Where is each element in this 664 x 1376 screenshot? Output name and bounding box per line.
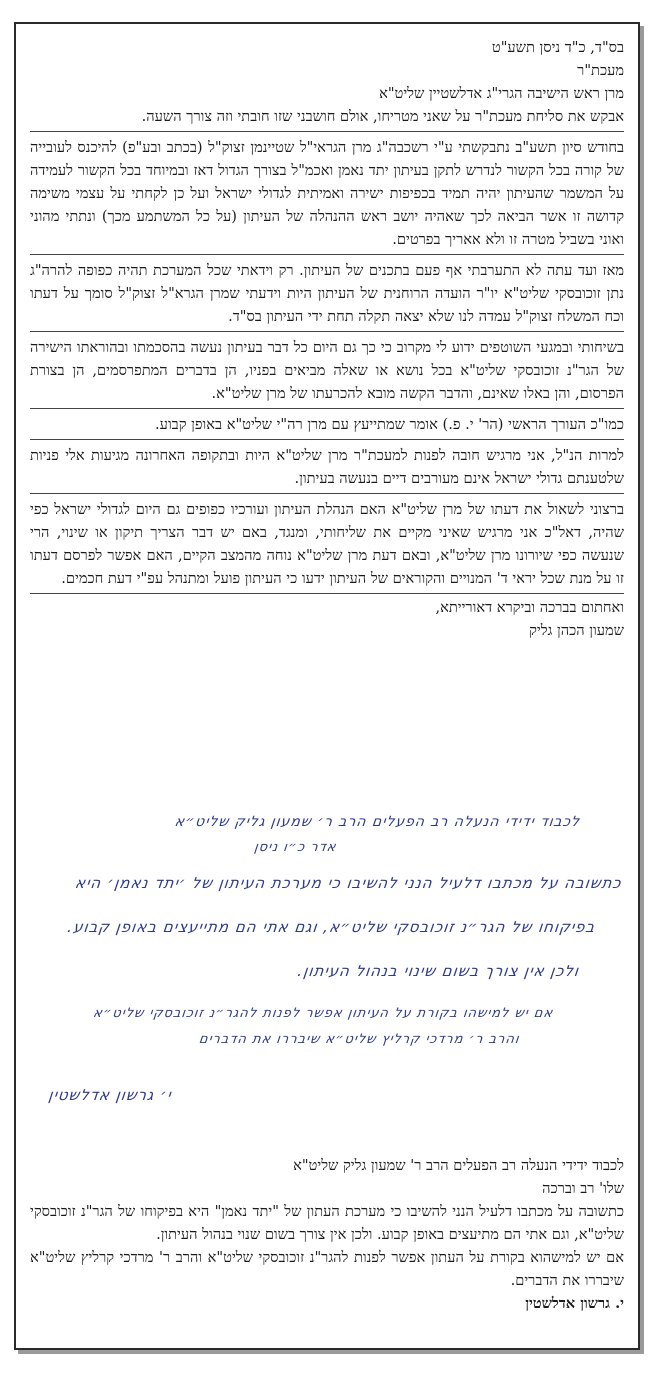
letter-closing-block <box>30 593 624 642</box>
handwritten-signature: י׳ גרשון אדלשטין <box>47 1086 173 1104</box>
handwritten-line: בפיקוחו של הגר״נ זוכובסקי שליט״א, וגם אתי הם מתייעצים באופן קבוע. <box>66 918 597 936</box>
reply-signature: י. גרשון אדלשטין <box>525 1295 624 1312</box>
handwritten-reply <box>33 814 641 1144</box>
handwritten-line: אם יש למישהו בקורת על העיתון אפשר לפנות להגר״נ זוכובסקי שליט״א <box>92 1006 555 1021</box>
letter-date: בס"ד, כ"ד ניסן תשע"ט <box>491 39 624 56</box>
letter-paragraph: מאז ועד עתה לא התערבתי אף פעם בתכנים של העיתון. רק וידאתי שכל המערכת תהיה כפופה להרה"ג נתן זוכובסקי שליט"א יו"ר הועדה הרוחנית של העיתון היות וידעתי שמרן הגרא"ל זצוק"ל סומך על דעתו וכח המשלח זצוק"ל עמדה לנו שלא יצאה תקלה תחת ידי העיתון בס"ד. <box>30 254 624 328</box>
letter-to-line: מעכת"ר <box>577 62 624 79</box>
reply-paragraph: אם יש למישהוא בקורת על העתון אפשר לפנות להגר"נ זוכובסקי שליט"א והרב ר' מרדכי קרליץ שליט"א שיבררו את הדברים. <box>30 1249 624 1289</box>
letter-paragraph: בשיחותי ובמגעי השוטפים ידוע לי מקרוב כי כך גם היום כל דבר בעיתון נעשה בהסכמתו ובהוראתו הישירה של הגר"נ זוכובסקי שליט"א בכל נושא או שאלה מביאים בפניו, הן בדברים המתפרסמים, הן בצורת הפרסום, והן באלו שאינם, והדבר הקשה מובא להכרעתו של מרן שליט"א. <box>30 331 624 405</box>
reply-salutation: לכבוד ידידי הנעלה רב הפעלים הרב ר' שמעון גליק שליט"א <box>293 1157 624 1174</box>
reply-greeting: שלו' רב וברכה <box>542 1180 624 1197</box>
letter-paragraph: כמו"כ העורך הראשי (הר' י. פ.) אומר שמתייעץ עם מרן רה"י שליט"א באופן קבוע. <box>30 408 624 436</box>
reply-letter-typed <box>30 1154 624 1315</box>
letter-recipient: מרן ראש הישיבה הגרי"ג אדלשטיין שליט"א <box>379 85 624 102</box>
handwritten-line: והרב ר׳ מרדכי קרליץ שליט״א שיבררו את הדברים <box>197 1032 521 1047</box>
letter-signature: שמעון הכהן גליק <box>529 622 624 639</box>
handwritten-line: אדר כ״ו ניסן <box>253 840 338 855</box>
letter-paragraph: אבקש את סליחת מעכת"ר על שאני מטריחו, אולם חושבני שזו חובתי וזה צורך השעה. <box>141 108 624 125</box>
handwritten-line: לכבוד ידידי הנעלה רב הפעלים הרב ר׳ שמעון גליק שליט״א <box>173 814 582 830</box>
handwritten-line: כתשובה על מכתבו דלעיל הנני להשיבו כי מערכת העיתון של ׳יתד נאמן׳ היא <box>73 874 623 892</box>
letter-paragraph: ברצוני לשאול את דעתו של מרן שליט"א האם הנהלת העיתון ועורכיו כפופים גם היום לגדולי ישראל כפי שהיה, דאל"כ אני מרגיש שאיני מקיים את שליחותי, ומנגד, באם יש דבר הצריך תיקון או שינוי, הרי שנעשה כפי שיורונו מרן שליט"א, ובאם דעת מרן שליט"א נוחה מהמצב הקיים, האם אפשר לפרסם דעתו זו על מנת שכל יראי ד' המנויים והקוראים של העיתון ידעו כי העיתון פועל ומתנהל עפ"י דעת חכמים. <box>30 493 624 590</box>
reply-paragraph: כתשובה על מכתבו דלעיל הנני להשיבו כי מערכת העתון של "יתד נאמן" היא בפיקוחו של הגר"נ זוכובסקי שליט"א, וגם אתי הם מתיעצים באופן קבוע. ולכן אין צורך בשום שנוי בנהול העיתון. <box>30 1203 624 1243</box>
letter-closing: ואחתום בברכה וביקרא דאורייתא, <box>435 599 624 616</box>
handwritten-line: ולכן אין צורך בשום שינוי בנהול העיתון. <box>296 962 581 980</box>
letter-paragraph: למרות הנ"ל, אני מרגיש חובה לפנות למעכת"ר מרן שליט"א היות ובתקופה האחרונה מגיעות אלי פניות שלטענתם גדולי ישראל אינם מעורבים דיים בנעשה בעיתון. <box>30 439 624 490</box>
document-page <box>14 22 640 1350</box>
letter-paragraph: בחודש סיון תשע"ב נתבקשתי ע"י רשכבה"ג מרן הגראי"ל שטיינמן זצוק"ל (בכתב ובע"פ) להיכנס לעובייה של קורה בכל הקשור לנדרש לתקן בעיתון יתד נאמן ואכמ"ל בצורך הגדול דאז ובמיוחד בכל הקשור לעמידה על המשמר שהעיתון יהיה תמיד בכפיפות ישירה ואמיתית לגדולי ישראל ועל כן לקחתי על עצמי משימה קדושה זו אשר הביאה לכך שאהיה יושב ראש ההנהלה של העיתון (על כל המשתמע מכך) ונתתי מהוני ואוני בשביל מטרה זו ולא אאריך בפרטים. <box>30 131 624 251</box>
letter-from-glick <box>30 36 624 642</box>
